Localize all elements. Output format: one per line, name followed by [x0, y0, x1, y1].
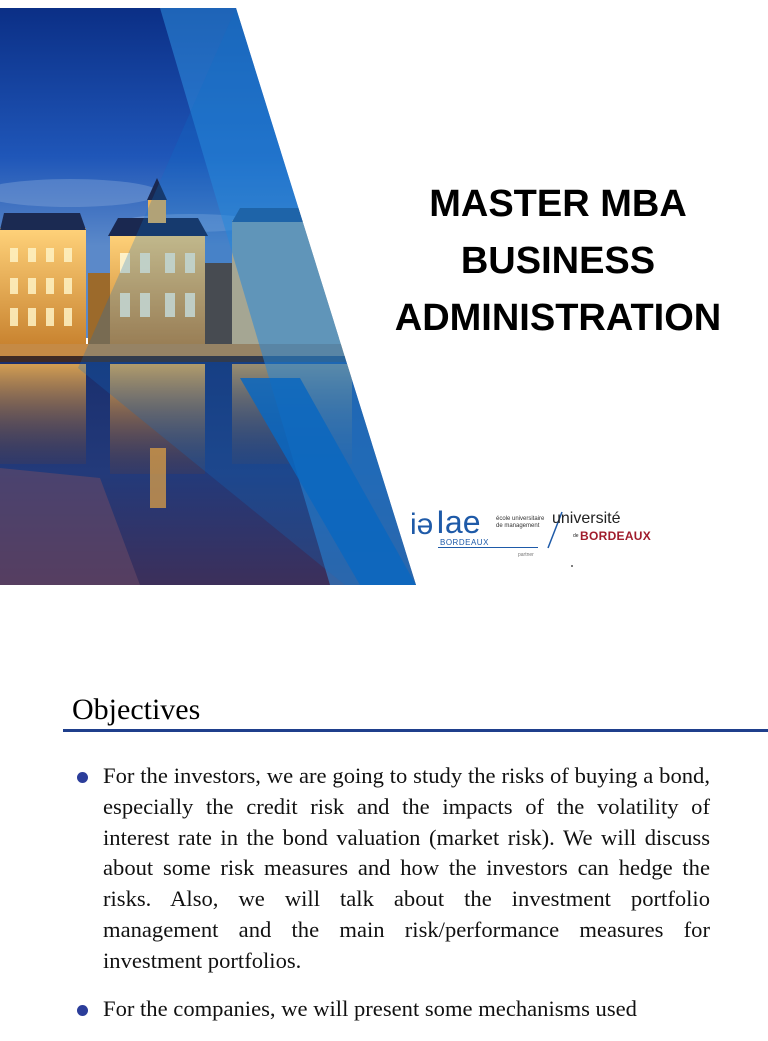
iae-logo-underline: [438, 547, 538, 548]
universite-bordeaux-logo: [546, 510, 656, 560]
bullet-icon: [77, 1005, 88, 1016]
universite-name: université: [552, 510, 621, 527]
iae-logo-tagline: [496, 516, 546, 530]
iae-logo-city: BORDEAUX: [440, 538, 489, 547]
heading-rule: [63, 729, 768, 732]
iae-bordeaux-logo: [408, 506, 543, 566]
bullet-text: For the companies, we will present some mechanisms used: [103, 995, 637, 1021]
iae-logo-word: Iae: [436, 504, 481, 540]
list-item: [70, 761, 710, 977]
iae-tagline-line: de management: [496, 523, 540, 529]
bullet-text: For the investors, we are going to study the risks of buying a bond, especially the credit risk and the impacts of the volatility of interest rate in the bond valuation (market risk). We will discuss about some risk measures and how the investors can hedge the risks. Also, we will talk about the investment portfolio management and the main risk/performance measures for investment portfolios.: [103, 763, 710, 973]
cover-slide: [0, 8, 768, 585]
objectives-list: [70, 761, 710, 1041]
iae-tagline-line: école universitaire: [496, 516, 545, 522]
bullet-icon: [77, 772, 88, 783]
cover-title-line: ADMINISTRATION: [394, 297, 722, 339]
cover-title-line: BUSINESS: [460, 240, 656, 282]
cover-title-line: MASTER MBA: [429, 183, 687, 225]
partner-logos: [408, 506, 658, 576]
decorative-dot: [571, 565, 573, 567]
list-item: [70, 994, 710, 1025]
objectives-heading: Objectives: [72, 693, 201, 726]
iae-logo-mark: iə: [410, 508, 434, 541]
cover-title: [370, 176, 746, 347]
iae-logo-partner: partner: [518, 552, 534, 558]
universite-city: BORDEAUX: [580, 529, 652, 543]
universite-de: de: [573, 533, 579, 539]
